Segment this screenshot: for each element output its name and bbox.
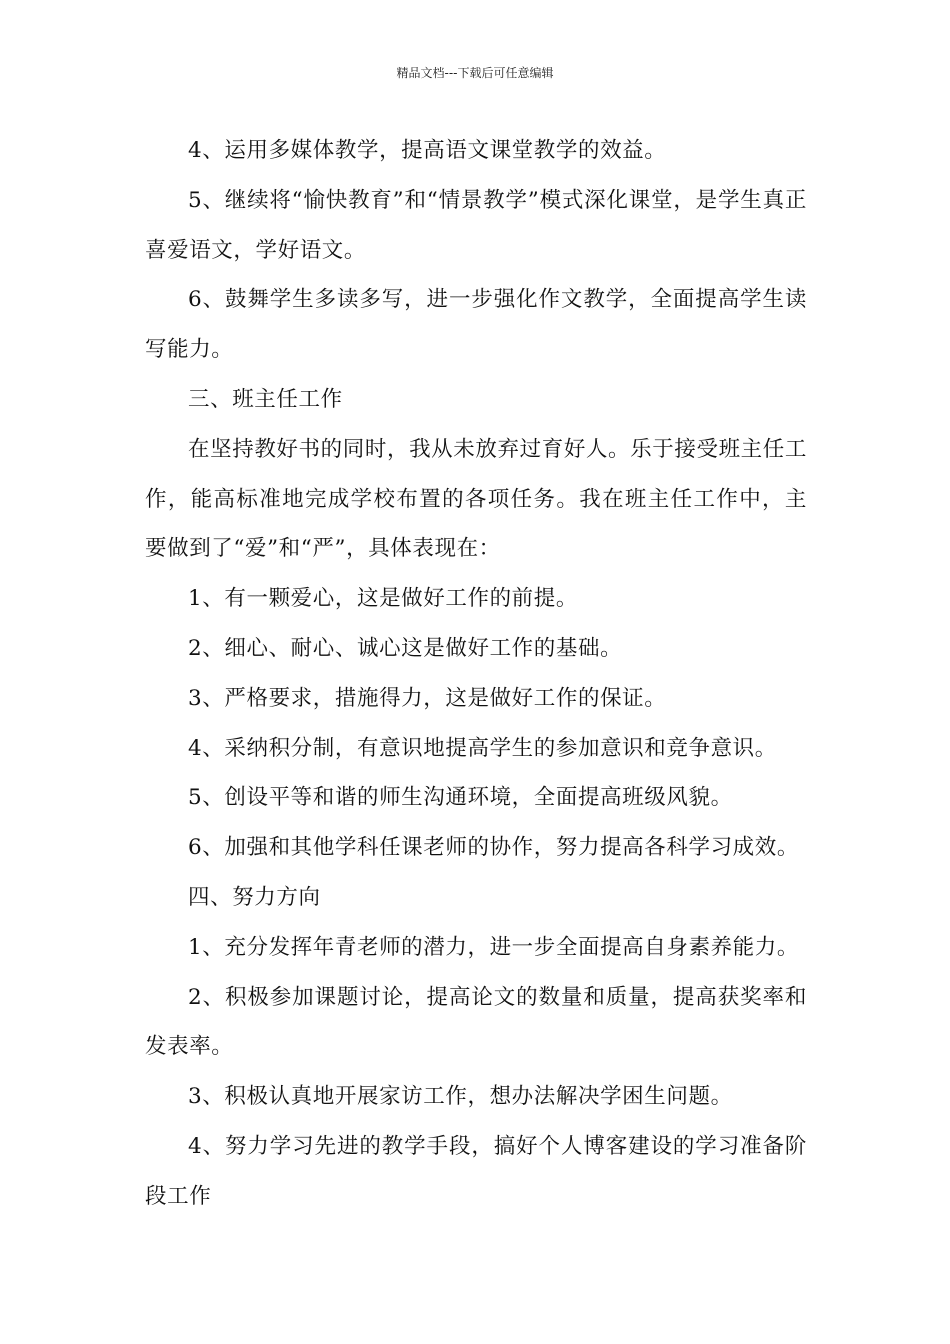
paragraph-class-item-2: 2、细心、耐心、诚心这是做好工作的基础。 [188,635,623,661]
paragraph-direction-item-3: 3、积极认真地开展家访工作，想办法解决学困生问题。 [188,1084,733,1110]
paragraph-direction-item-2: 2、积极参加课题讨论，提高论文的数量和质量，提高获奖率和发表率。 [145,984,807,1060]
paragraph-class-item-6: 6、加强和其他学科任课老师的协作，努力提高各科学习成效。 [188,835,799,861]
paragraph-direction-item-4: 4、努力学习先进的教学手段，搞好个人博客建设的学习准备阶段工作 [145,1133,807,1209]
paragraph-teaching-item-4: 4、运用多媒体教学，提高语文课堂教学的效益。 [188,138,667,163]
paragraph-teaching-item-6: 6、鼓舞学生多读多写，进一步强化作文教学，全面提高学生读写能力。 [145,287,807,363]
document-body [145,126,807,1222]
paragraph-class-item-3: 3、严格要求，措施得力，这是做好工作的保证。 [188,685,667,711]
paragraph-direction-item-1: 1、充分发挥年青老师的潜力，进一步全面提高自身素养能力。 [188,934,799,960]
section-heading-direction: 四、努力方向 [188,884,321,910]
paragraph-class-item-1: 1、有一颗爱心，这是做好工作的前提。 [188,586,578,612]
page-header: 精品文档---下载后可任意编辑 [396,66,554,80]
paragraph-class-teacher-intro: 在坚持教好书的同时，我从未放弃过育好人。乐于接受班主任工作，能高标准地完成学校布置的各项任务。我在班主任工作中，主要做到了“爱”和“严”，具体表现在： [145,436,807,562]
paragraph-class-item-5: 5、创设平等和谐的师生沟通环境，全面提高班级风貌。 [188,785,733,811]
paragraph-class-item-4: 4、采纳积分制，有意识地提高学生的参加意识和竞争意识。 [188,735,777,761]
section-heading-class-teacher: 三、班主任工作 [188,386,343,412]
paragraph-teaching-item-5: 5、继续将“愉快教育”和“情景教学”模式深化课堂，是学生真正喜爱语文，学好语文。 [145,187,807,263]
